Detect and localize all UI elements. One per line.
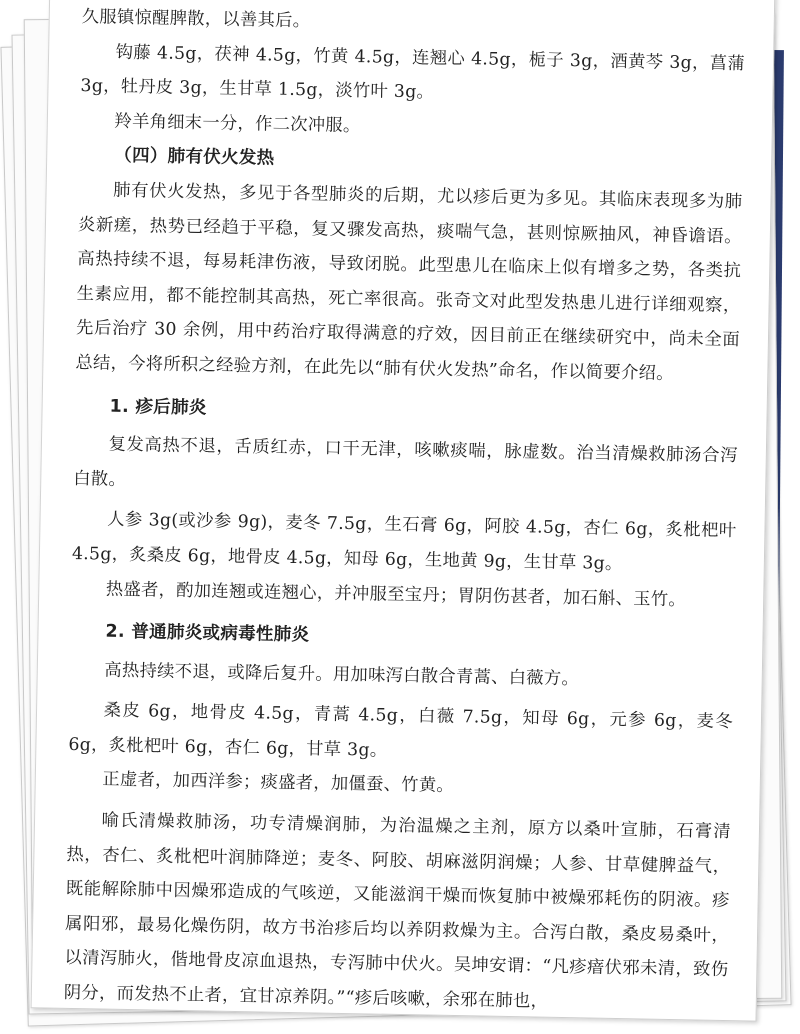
section-heading: （四）肺有伏火发热 [114,146,275,169]
subsection-heading: 1. 疹后肺炎 [109,396,207,418]
paragraph: 喻氏清燥救肺汤，功专清燥润肺，为治温燥之主剂，原方以桑叶宣肺，石膏清热，杏仁、炙枇杷叶润肺降逆；麦冬、阿胶、胡麻滋阴润燥；人参、甘草健脾益气，既能解除肺中因燥邪造成的气咳逆，又能滋润干燥而恢复肺中被燥邪耗伤的阴液。疹属阳邪，最易化燥伤阴，故方书治疹后均以养阴救燥为主。合泻白散，桑皮易桑叶，以清泻肺火，偕地骨皮凉血退热，专泻肺中伏火。吴坤安谓：“凡疹瘖伏邪未清，致伤阴分，而发热不止者，宜甘凉养阴。”“疹后咳嗽，余邪在肺也， [63,810,732,1012]
paragraph: 高热持续不退，或降后复升。用加味泻白散合青蒿、白薇方。 [104,660,580,689]
prescription-ingredients: 桑皮 6g，地骨皮 4.5g，青蒿 4.5g，白薇 7.5g，知母 6g，元参 6g，麦冬 6g，炙枇杷叶 6g，杏仁 6g，甘草 3g。 [68,700,734,761]
prescription-ingredients: 人参 3g(或沙参 9g)，麦冬 7.5g，生石膏 6g，阿胶 4.5g，杏仁 6g，炙枇杷叶 4.5g，炙桑皮 6g，地骨皮 4.5g，知母 6g，生地黄 9g，生甘草 3g。 [71,509,737,574]
prescription-note: 正虚者，加西洋参；痰盛者，加僵蚕、竹黄。 [102,770,455,797]
subsection-heading: 2. 普通肺炎或病毒性肺炎 [105,621,310,646]
prescription-note: 热盛者，酌加连翘或连翘心，并冲服至宝丹；胃阴伤甚者，加石斛、玉竹。 [105,579,687,610]
paragraph: 肺有伏火发热，多见于各型肺炎的后期，尤以疹后更为多见。其临床表现多为肺炎新瘥，热势已经趋于平稳，复又骤发高热，痰喘气急，甚则惊厥抽风，神昏谵语。高热持续不退，每易耗津伤液，导致闭脱。此型患儿在临床上似有增多之势，各类抗生素应用，都不能控制其高热，死亡率很高。张奇文对此型发热患儿进行详细观察，先后治疗 30 余例，用中药治疗取得满意的疗效，因目前正在继续研究中，尚未全面总结，今将所积之经验方剂，在此先以“肺有伏火发热”命名，作以简要介绍。 [75,180,743,384]
paragraph: 复发高热不退，舌质红赤，口干无津，咳嗽痰喘，脉虚数。治当清燥救肺汤合泻白散。 [73,434,739,490]
prescription-note: 羚羊角细末一分，作二次冲服。 [114,111,361,136]
prescription-ingredients: 钩藤 4.5g，茯神 4.5g，竹黄 4.5g，连翘心 4.5g，栀子 3g，酒黄芩 3g，菖蒲 3g，牡丹皮 3g，生甘草 1.5g，淡竹叶 3g。 [80,42,746,103]
paragraph: 久服镇惊醒脾散，以善其后。 [81,7,311,32]
page-content [64,0,746,1023]
document-page [31,0,776,1022]
